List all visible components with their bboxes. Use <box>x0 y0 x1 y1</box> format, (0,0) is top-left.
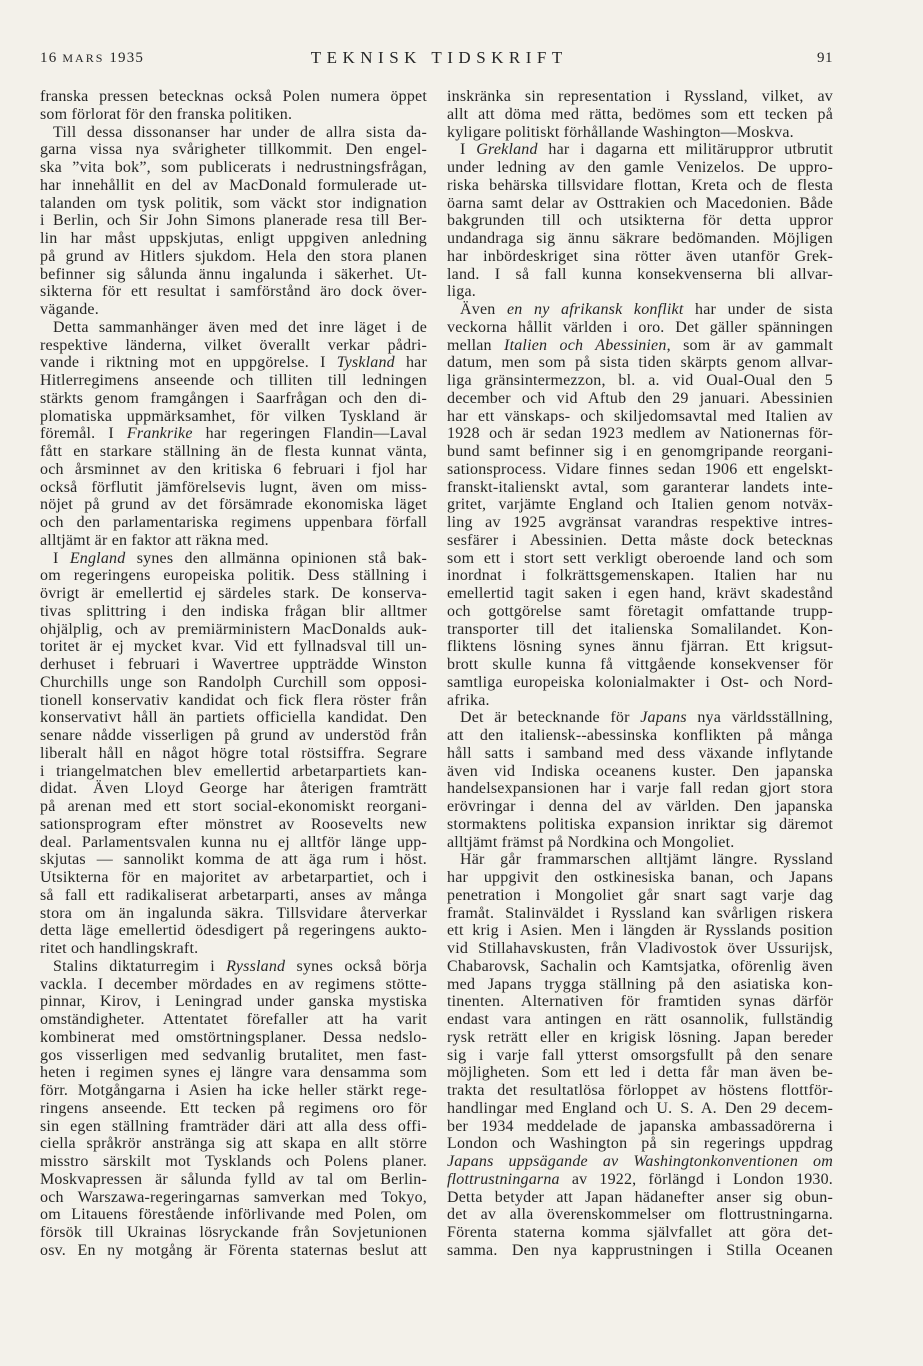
text-line: handelsexpansionen har i varje fall redan gjort stora <box>447 780 833 798</box>
text-line: på grund av Hitlers sjukdom. Hela den stora planen <box>40 247 427 265</box>
text-line: ohjälplig, och av premiärministern MacDonalds auk- <box>40 620 427 638</box>
text-run: har under de sista <box>683 301 833 318</box>
text-line <box>40 550 427 568</box>
text-line: bund samt befinner sig i en genomgripande reorgani- <box>447 443 833 460</box>
text-line: vid Stillahavskusten, från Vladivostok över Ussurijsk, <box>447 940 833 957</box>
text-line: sin egen ställning framträder däri att alla dess offi- <box>40 1117 427 1135</box>
italic-text: Japans uppsägande av Washingtonkonventionen om <box>447 1153 833 1170</box>
text-line: heten i regimen synes ej längre vara densamma som <box>40 1064 427 1082</box>
text-line: sationsprocess. Vidare finnes sedan 1906 ett engelskt- <box>447 460 833 478</box>
text-line <box>447 709 833 727</box>
text-line: fått en starkare ställning än de flesta kunnat vänta, <box>40 443 427 460</box>
text-line: lin har måst uppskjutas, enligt uppgiven anledning <box>40 230 427 247</box>
page-number: 91 <box>817 50 833 66</box>
text-line: och den parlamentariska regimens uppenbara förfall <box>40 514 427 531</box>
text-run: har i dagarna ett militäruppror utbrutit <box>537 141 833 159</box>
text-line: fliktens lösning synes ännu fjärran. Ett krigsut- <box>447 638 833 656</box>
text-line: Churchills unge son Randolph Curchill som opposi- <box>40 673 427 691</box>
text-line: sationsprogram efter mönstret av Roosevelts new <box>40 815 427 833</box>
text-line: tionell konservativ kandidat och fick flera röster från <box>40 691 427 709</box>
text-line: rysk reträtt eller en krigisk lösning. Japan bereder <box>447 1028 833 1046</box>
paragraph <box>40 124 427 319</box>
text-line: omständigheter. Attentatet förefaller att ha varit <box>40 1011 427 1028</box>
italic-text: Japans <box>640 709 687 727</box>
issue-month: MARS <box>62 51 105 65</box>
text-line: kombinerat med omstörtningsplaner. Dessa nedslo- <box>40 1028 427 1046</box>
text-line: framåt. Stalinväldet i Ryssland kan svårligen riskera <box>447 904 833 922</box>
text-line: Detta betyder att Japan hädanefter anser sig obun- <box>447 1188 833 1206</box>
text-line: tinenten. Alternativen för framtiden synas därför <box>447 993 833 1011</box>
text-line: pinnar, Kirov, i Leningrad under ganska mystiska <box>40 993 427 1011</box>
text-line <box>40 425 427 443</box>
text-line: toritet är ej mycket kvar. Vid ett fyllnadsval till un- <box>40 638 427 656</box>
text-line: har inbördeskriget sina rötter även utanför Grek- <box>447 247 833 265</box>
text-line: vägande. <box>40 301 99 318</box>
italic-text: Frankrike <box>126 425 193 443</box>
text-line: emellertid tagit saken i egen hand, krävt skadestånd <box>447 585 833 602</box>
text-line: och gottgörelse samt företagit omfattande trupp- <box>447 602 833 620</box>
text-line: Chabarovsk, Sachalin och Kamtsjatka, oförenlig även <box>447 957 833 975</box>
text-line: under ledning av den gamle Venizelos. De uppro- <box>447 159 833 176</box>
text-line: som förlorat för den franska politiken. <box>40 105 293 123</box>
text-line: Hitlerregimens anseende och tilliten till ledningen <box>40 372 427 389</box>
text-line: alltjämt främst på Nordkina och Mongoliet. <box>447 833 735 851</box>
journal-title: TEKNISK TIDSKRIFT <box>310 48 568 67</box>
text-run: har <box>394 354 427 372</box>
text-line: nöjet på grund av det försämrade ekonomiska läget <box>40 496 427 514</box>
text-line: London och Washington på sin regerings uppdrag <box>447 1135 833 1153</box>
text-line: undandraga sig ännu säkrare bedömanden. Möjligen <box>447 230 833 247</box>
text-line: inordnat i folkrättsgemenskapen. Italien har nu <box>447 567 833 585</box>
text-line: i Berlin, och Sir John Simons planerade resa till Ber- <box>40 212 427 230</box>
text-line: Moskvapressen är sålunda fylld av tal om Berlin- <box>40 1170 427 1188</box>
text-line: ska ”vita bok”, som publicerats i nedrustningsfrågan, <box>40 159 427 176</box>
text-run: nya världsställning, <box>686 709 833 727</box>
text-run: har regeringen Flandin—Laval <box>192 425 427 443</box>
text-run: I <box>53 549 70 567</box>
text-line: bakgrunden till och utsikterna för detta uppror <box>447 212 833 230</box>
running-head <box>40 47 833 69</box>
italic-text: en ny afrikansk konflikt <box>506 301 684 318</box>
text-line: brott skulle kunna få vittgående konsekvenser för <box>447 656 833 673</box>
text-line: senare nådde visserligen på grund av understöd från <box>40 727 427 744</box>
text-line: afrika. <box>447 691 490 709</box>
paragraph <box>40 319 427 550</box>
text-run: Stalins diktaturregim i <box>53 957 227 975</box>
text-run: synes också börja <box>285 957 427 975</box>
text-run: mellan <box>447 336 505 354</box>
text-line: transporter till det italienska Somalilandet. Kon- <box>447 620 833 638</box>
text-line: Här går frammarschen alltjämt längre. Ryssland <box>460 851 833 869</box>
text-line: håll satts i samband med dess växande inflytande <box>447 744 833 762</box>
text-line: möjligheten. Som ett led i detta får man även be- <box>447 1064 833 1082</box>
text-line: liga gränsintermezzon, bl. a. vid Oual-Oual den 5 <box>447 372 833 389</box>
text-line: samma. Den nya kapprustningen i Stilla Oceanen <box>447 1241 833 1259</box>
text-line: osv. En ny motgång är Förenta staternas beslut att <box>40 1241 427 1259</box>
italic-text: England <box>69 549 126 567</box>
text-line: penetration i Mongoliet går snart sagt varje dag <box>447 886 833 904</box>
text-line: det av alla överenskommelser om flottrustningarna. <box>447 1206 833 1224</box>
text-line: 1928 och är sedan 1923 medlem av Nationernas för- <box>447 425 833 443</box>
text-line: franskt-italienskt avtal, som garanterar landets inte- <box>447 478 833 496</box>
italic-text: Italien och Abessinien <box>504 336 667 354</box>
text-run: , som är av gammalt <box>666 336 833 354</box>
text-line: allt att döma med rätta, bedömes som ett tecken på <box>447 105 833 123</box>
text-line: Utsikterna för en majoritet av arbetarpartiet, och i <box>40 869 427 886</box>
text-line: med Japans trygga ställning på den asiatiska kon- <box>447 975 833 993</box>
text-line <box>447 1171 833 1189</box>
paragraph <box>40 88 427 124</box>
text-line: och Warszawa-regeringarnas samverkan med Tokyo, <box>40 1188 427 1206</box>
text-run: I <box>460 141 477 159</box>
left-column <box>40 88 427 1260</box>
text-line <box>40 354 427 372</box>
text-line: didat. Även Lloyd George har återigen framträtt <box>40 780 427 798</box>
text-line: gos visserligen med sedvanlig brutalitet, men fast- <box>40 1046 427 1064</box>
text-run: synes den allmänna opinionen stå bak- <box>125 549 427 567</box>
text-line: har innehållit en del av MacDonald formulerade ut- <box>40 176 427 194</box>
text-line: på arenan med ett stort social-ekonomiskt reorgani- <box>40 798 427 815</box>
text-line: ber 1934 meddelade de japanska ambassadörerna i <box>447 1117 833 1135</box>
text-line: Till dessa dissonanser har under de allra sista da- <box>53 123 427 141</box>
text-line: Detta sammanhänger även med det inre läget i de <box>53 318 427 336</box>
paragraph <box>40 550 427 958</box>
text-line: ling av 1925 avgränsat varandras respektive intres- <box>447 514 833 531</box>
right-column <box>447 88 833 1260</box>
text-line: talanden om tysk politik, som väckt stor indignation <box>40 194 427 212</box>
text-line: respektive länderna, vilket överallt verkar pådri- <box>40 336 427 354</box>
text-line: Förenta staterna komma självfallet att göra det- <box>447 1224 833 1241</box>
text-line: sig i varje fall ytterst omsorgsfullt på den senare <box>447 1046 833 1064</box>
text-run: Även <box>460 301 507 318</box>
text-line <box>447 337 833 355</box>
paragraph <box>447 301 833 709</box>
text-line <box>40 958 427 976</box>
text-line: datum, men som på sista tiden skärpts genom allvar- <box>447 354 833 372</box>
text-run: vande i riktning mot en uppgörelse. I <box>40 354 337 372</box>
text-line: om Litauens förestående införlivande med Polen, om <box>40 1206 427 1224</box>
text-line: förr. Motgångarna i Asien ha icke heller stärkt rege- <box>40 1082 427 1099</box>
text-line: gritet, varjämte England och Italien genom notväx- <box>447 496 833 514</box>
text-line: deal. Parlamentsvalen kunna nu ej alltför länge upp- <box>40 833 427 851</box>
text-line: stärkts genom framgången i Saarfrågan och den di- <box>40 389 427 407</box>
text-line: detta läge emellertid ödesdigert på regeringens aukto- <box>40 922 427 940</box>
text-line: inskränka sin representation i Ryssland, vilket, av <box>447 88 833 105</box>
text-line: i triangelmatchen blev emellertid arbetarpartiets kan- <box>40 762 427 780</box>
text-line: ett krig i Asien. Men i längden är Rysslands position <box>447 922 833 940</box>
text-line: tivas splittring i den indiska frågan blir alltmer <box>40 602 427 620</box>
text-line: stormaktens politiska expansion inriktar sig däremot <box>447 815 833 833</box>
text-line: så fall ett radikaliserat arbetarparti, anses av många <box>40 886 427 904</box>
text-line: sesfärer i Abessinien. Detta måste dock betecknas <box>447 531 833 549</box>
italic-text: flottrustningarna <box>447 1170 560 1188</box>
text-line: också förflutit jämförelsevis lugnt, även om miss- <box>40 478 427 496</box>
text-line: handlingar med England och U. S. A. Den 29 decem- <box>447 1099 833 1117</box>
text-line: kyligare politiskt förhållande Washington—Moskva. <box>447 123 794 141</box>
text-line: skjutas — sannolikt komma de att äga rum i höst. <box>40 851 427 869</box>
text-run: av 1922, förlängd i London 1930. <box>559 1170 833 1188</box>
text-line: endast vara antingen en rätt osannolik, fullständig <box>447 1011 833 1028</box>
issue-year: 1935 <box>109 50 145 66</box>
text-line: franska pressen betecknas också Polen numera öppet <box>40 88 427 105</box>
text-line: ciella språkrör anstränga sig att skapa en allt större <box>40 1135 427 1153</box>
text-line: derhuset i februari i Wavertree uppträdde Winston <box>40 656 427 673</box>
text-line: ringens anseende. Ett tecken på regimens oro för <box>40 1099 427 1117</box>
text-line: och årsminnet av den kritiska 6 februari i fjol har <box>40 460 427 478</box>
text-line: samtliga europeiska kolonialmakter i Ost- och Nord- <box>447 673 833 691</box>
text-line: december och vid Aftub den 29 januari. Abessinien <box>447 389 833 407</box>
text-line: veckorna hållit världen i oro. Det gäller spänningen <box>447 318 833 336</box>
text-line: att den italiensk--abessinska konflikten på många <box>447 727 833 744</box>
italic-text: Ryssland <box>226 957 286 975</box>
text-line <box>447 141 833 159</box>
text-line <box>447 1153 833 1171</box>
text-line: konservativt håll än partiets officiella kandidat. Den <box>40 709 427 727</box>
text-line: plomatiska uppmärksamhet, för vilken Tyskland är <box>40 407 427 425</box>
italic-text: Grekland <box>476 141 538 159</box>
text-line: sikterna för ett resultat i samförstånd äro dock över- <box>40 283 427 301</box>
text-run: föremål. I <box>40 425 127 443</box>
text-line: som ett i stort sett verkligt oberoende land och som <box>447 549 833 567</box>
text-line: vackla. I december mördades en av regimens stötte- <box>40 975 427 993</box>
text-line: ritet och handlingskraft. <box>40 940 199 957</box>
paragraph <box>447 141 833 301</box>
text-line: liga. <box>447 283 476 301</box>
text-line: trakta det resultatlösa förloppet av höstens flottför- <box>447 1082 833 1099</box>
paragraph <box>447 851 833 1259</box>
text-line: land. I så fall kunna konsekvenserna bli allvar- <box>447 265 833 283</box>
text-line: riska behärska tillsvidare flottan, Kreta och de flesta <box>447 176 833 194</box>
text-line: försök till Ukrainas lösryckande från Sovjetunionen <box>40 1224 427 1241</box>
paragraph <box>447 88 833 141</box>
paragraph <box>447 709 833 851</box>
text-line: stora om än ingalunda säkra. Tillsvidare återverkar <box>40 904 427 922</box>
italic-text: Tyskland <box>336 354 395 372</box>
text-line: erövringar i denna del av världen. Den japanska <box>447 798 833 815</box>
text-line: även vid Indiska oceanens kuster. Den japanska <box>447 762 833 780</box>
paragraph <box>40 958 427 1260</box>
text-line: liberalt håll en något högre total röstsiffra. Segrare <box>40 744 427 762</box>
text-line: övrigt är emellertid ej särdeles stark. De konserva- <box>40 585 427 602</box>
text-line: har ett vänskaps- och skiljedomsavtal med Italien av <box>447 407 833 425</box>
text-line: om regeringens europeiska politik. Dess ställning i <box>40 567 427 585</box>
text-line: misstro särskilt mot Tysklands och Polens planer. <box>40 1153 427 1170</box>
text-line: garna vissa nya svårigheter tillkommit. Den engel- <box>40 141 427 159</box>
text-line: öarna samt delar av Osttrakien och Macedonien. Både <box>447 194 833 212</box>
text-line: har uppgivit den ostkinesiska banan, och Japans <box>447 869 833 886</box>
issue-day: 16 <box>40 50 58 66</box>
text-line: befinner sig sålunda ännu ingalunda i säkerhet. Ut- <box>40 265 427 283</box>
text-line <box>447 301 833 319</box>
text-line: alltjämt är en faktor att räkna med. <box>40 531 269 549</box>
text-run: Det är betecknande för <box>460 709 641 727</box>
